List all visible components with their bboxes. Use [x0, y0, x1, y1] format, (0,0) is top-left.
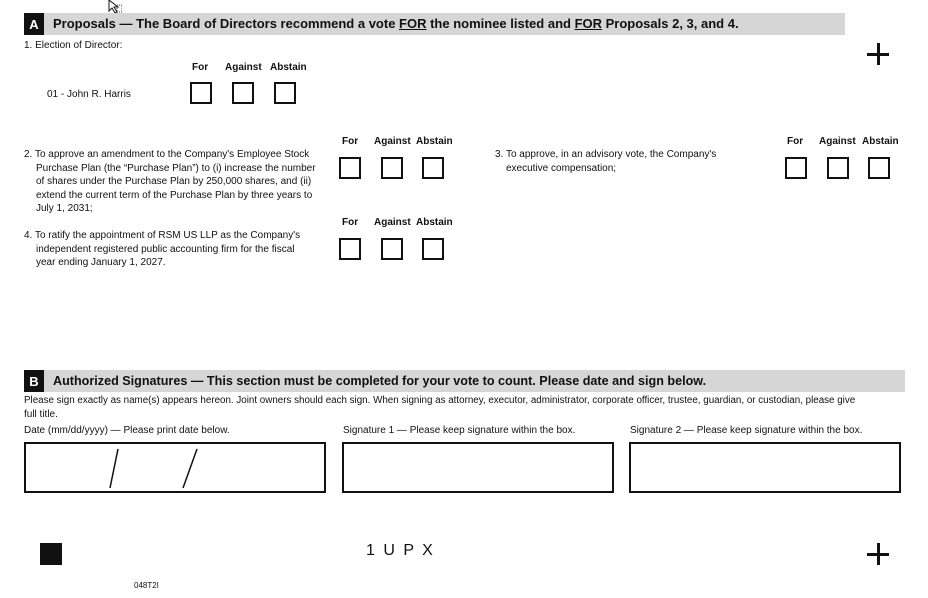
proposal-2-line: 2. To approve an amendment to the Company's Employee Stock	[24, 149, 310, 160]
instruction-line: Please sign exactly as name(s) appears hereon. Joint owners should each sign. When signing as attorney, executor, administrator, corporate officer, trustee, guardian, or custodian, please give	[24, 395, 856, 406]
proposal-4-text	[24, 229, 334, 270]
nominee-abstain-checkbox[interactable]	[274, 82, 296, 104]
proposal-2-line: July 1, 2031;	[36, 203, 93, 214]
nominee-name: 01 - John R. Harris	[47, 89, 131, 100]
registration-mark-bottom	[867, 543, 889, 565]
footer-small-code: 048T2I	[134, 581, 159, 590]
p4-col-for: For	[342, 217, 359, 228]
election-col-for: For	[192, 62, 209, 73]
proposal-2-line: extend the current term of the Purchase Plan by three years to	[36, 189, 313, 201]
date-separators	[26, 444, 324, 491]
signature-2-field[interactable]	[629, 442, 901, 493]
footer-code: 1 U P X	[366, 542, 435, 559]
date-label: Date (mm/dd/yyyy) — Please print date below.	[24, 425, 230, 436]
registration-square	[40, 543, 62, 565]
p3-for-checkbox[interactable]	[785, 157, 807, 179]
section-b-badge: B	[24, 370, 44, 392]
p4-col-against: Against	[374, 217, 411, 228]
election-col-against: Against	[225, 62, 262, 73]
p2-col-abstain: Abstain	[416, 136, 453, 147]
registration-mark-top	[867, 43, 889, 65]
p4-col-abstain: Abstain	[416, 217, 453, 228]
date-field[interactable]	[24, 442, 326, 493]
p2-against-checkbox[interactable]	[381, 157, 403, 179]
proposal-2-line: of shares under the Purchase Plan by 250,000 shares, and (ii)	[36, 176, 312, 187]
section-a-badge: A	[24, 13, 44, 35]
date-slash	[110, 449, 118, 488]
nominee-for-checkbox[interactable]	[190, 82, 212, 104]
proposal-4-line: 4. To ratify the appointment of RSM US LLP as the Company's	[24, 230, 301, 241]
section-b-title: Authorized Signatures — This section must be completed for your vote to count. Please date and sign below.	[53, 374, 707, 388]
p4-abstain-checkbox[interactable]	[422, 238, 444, 260]
proposal-2-line: Purchase Plan (the “Purchase Plan”) to (i) increase the number	[36, 162, 316, 174]
proposal-3-text	[495, 148, 745, 175]
proposal-4-line: independent registered public accounting firm for the fiscal	[36, 243, 295, 255]
p4-against-checkbox[interactable]	[381, 238, 403, 260]
p3-against-checkbox[interactable]	[827, 157, 849, 179]
p2-for-checkbox[interactable]	[339, 157, 361, 179]
signing-instructions	[24, 394, 914, 421]
proposal-4-line: year ending January 1, 2027.	[36, 257, 166, 268]
signature-2-label: Signature 2 — Please keep signature within the box.	[630, 425, 863, 436]
signature-1-label: Signature 1 — Please keep signature within the box.	[343, 425, 576, 436]
p4-for-checkbox[interactable]	[339, 238, 361, 260]
nominee-against-checkbox[interactable]	[232, 82, 254, 104]
p2-abstain-checkbox[interactable]	[422, 157, 444, 179]
proposal-3-line: 3. To approve, in an advisory vote, the Company's	[495, 149, 717, 160]
p2-col-for: For	[342, 136, 359, 147]
election-heading: 1. Election of Director:	[24, 40, 123, 51]
signature-1-field[interactable]	[342, 442, 614, 493]
election-col-abstain: Abstain	[270, 62, 307, 73]
p2-col-against: Against	[374, 136, 411, 147]
date-slash	[183, 449, 197, 488]
section-a-title: Proposals — The Board of Directors recommend a vote FOR the nominee listed and FOR Proposals 2, 3, and 4.	[53, 16, 739, 31]
p3-col-abstain: Abstain	[862, 136, 899, 147]
mouse-cursor-icon	[108, 0, 122, 14]
instruction-line: full title.	[24, 408, 58, 420]
proposal-2-text	[24, 148, 334, 216]
proposal-3-line: executive compensation;	[506, 162, 617, 174]
p3-col-for: For	[787, 136, 804, 147]
p3-col-against: Against	[819, 136, 856, 147]
p3-abstain-checkbox[interactable]	[868, 157, 890, 179]
